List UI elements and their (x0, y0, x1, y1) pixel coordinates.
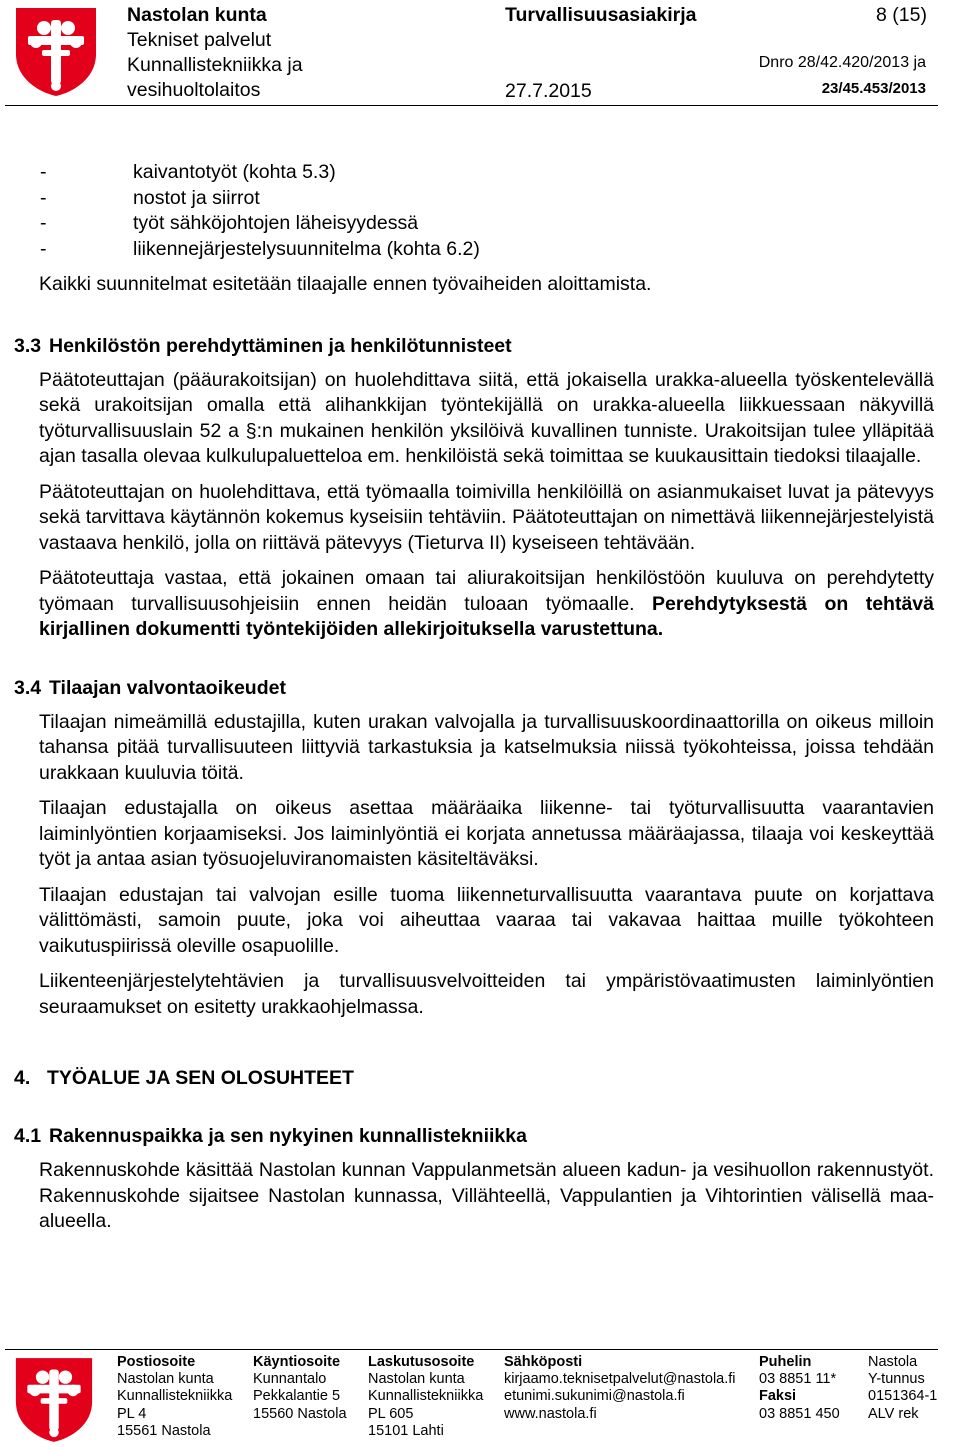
header-org-line: Kunnallistekniikka ja (127, 54, 303, 76)
document-title: Turvallisuusasiakirja (505, 4, 697, 26)
list-item: - liikennejärjestelysuunnitelma (kohta 6.2) (40, 237, 480, 260)
list-item: - kaivantotyöt (kohta 5.3) (40, 161, 336, 183)
dnro-line: Dnro 28/42.420/2013 ja (758, 54, 926, 71)
paragraph: Liikenteenjärjestelytehtävien ja turvallisuusvelvoitteiden tai ympäristövaatimusten laiminlyöntien seuraamukset on esitetty urakkaohjelmassa. (39, 970, 934, 1018)
section-heading-3-3: 3.3 Henkilöstön perehdyttäminen ja henkilötunnisteet (14, 334, 512, 357)
section-heading-3-4: 3.4 Tilaajan valvontaoikeudet (14, 676, 286, 699)
footer-email: Sähköposti kirjaamo.teknisetpalvelut@nastola.fi etunimi.sukunimi@nastola.fi www.nastola.fi (504, 1354, 736, 1422)
header-org-name: Nastolan kunta (127, 4, 267, 26)
footer-email-link[interactable]: kirjaamo.teknisetpalvelut@nastola.fi (504, 1371, 736, 1388)
paragraph: Tilaajan edustajan tai valvojan esille tuoma liikenneturvallisuutta vaarantava puute on korjattava välittömästi, samoin puute, joka voi aiheuttaa vaaraa tai vakavaa haittaa muille työkohteen vaikutuspiirissä oleville osapuolille. (39, 883, 934, 957)
list-item: - työt sähköjohtojen läheisyydessä (40, 212, 419, 234)
paragraph: Tilaajan nimeämillä edustajilla, kuten urakan valvojalla ja turvallisuuskoordinaattorilla on oikeus milloin tahansa pitää turvallisuuteen liittyviä tarkastuksia ja katselmuksia niissä työkohteissa, joissa tehdään urakkaan kuuluvia töitä. (39, 710, 934, 784)
footer-phone: Puhelin 03 8851 11* Faksi 03 8851 450 (759, 1354, 840, 1422)
list (14, 160, 934, 262)
footer-website-link[interactable]: www.nastola.fi (504, 1405, 597, 1422)
footer-postal-address: Postiosoite Nastolan kunta Kunnallistekniikka PL 4 15561 Nastola (117, 1354, 233, 1439)
footer-visiting-address: Käyntiosoite Kunnantalo Pekkalantie 5 15560 Nastola (253, 1354, 347, 1422)
paragraph: Tilaajan edustajalla on oikeus asettaa määräaika liikenne- tai työturvallisuutta vaarantavien laiminlyöntien korjaamiseksi. Jos laiminlyöntiä ei korjata annetussa määräajassa, tilaaja voi keskeyttää työt ja antaa asian työsuojeluviranomaisten käsiteltäväksi. (39, 797, 934, 870)
footer-billing-address: Laskutusosoite Nastolan kunta Kunnallistekniikka PL 605 15101 Lahti (368, 1354, 484, 1439)
header-org-line: Tekniset palvelut (127, 29, 272, 51)
footer-email-link[interactable]: etunimi.sukunimi@nastola.fi (504, 1388, 685, 1405)
nastola-coat-of-arms-icon (14, 1356, 94, 1444)
dnro-line: 23/45.453/2013 (821, 80, 926, 97)
list-item: - nostot ja siirrot (40, 186, 260, 209)
paragraph: Päätoteuttajan on huolehdittava, että työmaalla toimivilla henkilöillä on asianmukaiset luvat ja pätevyys sekä tarvittava käytännön kokemus kyseisiin tehtäviin. Päätoteuttajan on nimettävä liikennejärjestelyistä vastaava henkilö, jolla on riittävä pätevyys (Tieturva II) kyseiseen tehtävään. (39, 480, 934, 554)
section-heading-4-1: 4.1 Rakennuspaikka ja sen nykyinen kunnallistekniikka (14, 1125, 527, 1147)
header-org-line: vesihuoltolaitos (127, 79, 261, 101)
main-content (14, 0, 934, 1245)
section-heading-4: 4. TYÖALUE JA SEN OLOSUHTEET (14, 1067, 354, 1089)
paragraph: Kaikki suunnitelmat esitetään tilaajalle ennen työvaiheiden aloittamista. (39, 273, 652, 295)
paragraph: Päätoteuttaja vastaa, että jokainen omaan tai aliurakoitsijan henkilöstöön kuuluva on perehdytetty työmaan turvallisuusohjeisiin ennen heidän tuloaan työmaalle. Perehdytyksestä on tehtävä kirjallinen dokumentti työntekijöiden allekirjoituksella varustettuna. (39, 567, 934, 640)
footer-rule (5, 1349, 938, 1350)
document-date: 27.7.2015 (505, 80, 592, 102)
page-number: 8 (15) (876, 4, 927, 26)
paragraph: Päätoteuttajan (pääurakoitsijan) on huolehdittava siitä, että jokaisella urakka-alueella työskentelevällä sekä urakoitsijan omalla että alihankkijan työntekijällä on urakka-alueella liikkuessaan näkyvillä työturvallisuuslain 52 a §:n mukainen henkilön yksilöivä kuvallinen tunniste. Urakoitsijan tulee ylläpitää ajan tasalla olevaa kulkulupaluetteloa em. henkilöistä sekä toimittaa se kuukausittain tiedoksi tilaajalle. (39, 368, 934, 467)
paragraph: Rakennuskohde käsittää Nastolan kunnan Vappulanmetsän alueen kadun- ja vesihuollon rakennustyöt. Rakennuskohde sijaitsee Nastolan kunnassa, Villähteellä, Vappulantien ja Vihtorintien välisellä maa-alueella. (39, 1159, 934, 1232)
footer-business-id: Nastola Y-tunnus 0151364-1 ALV rek (868, 1354, 938, 1422)
